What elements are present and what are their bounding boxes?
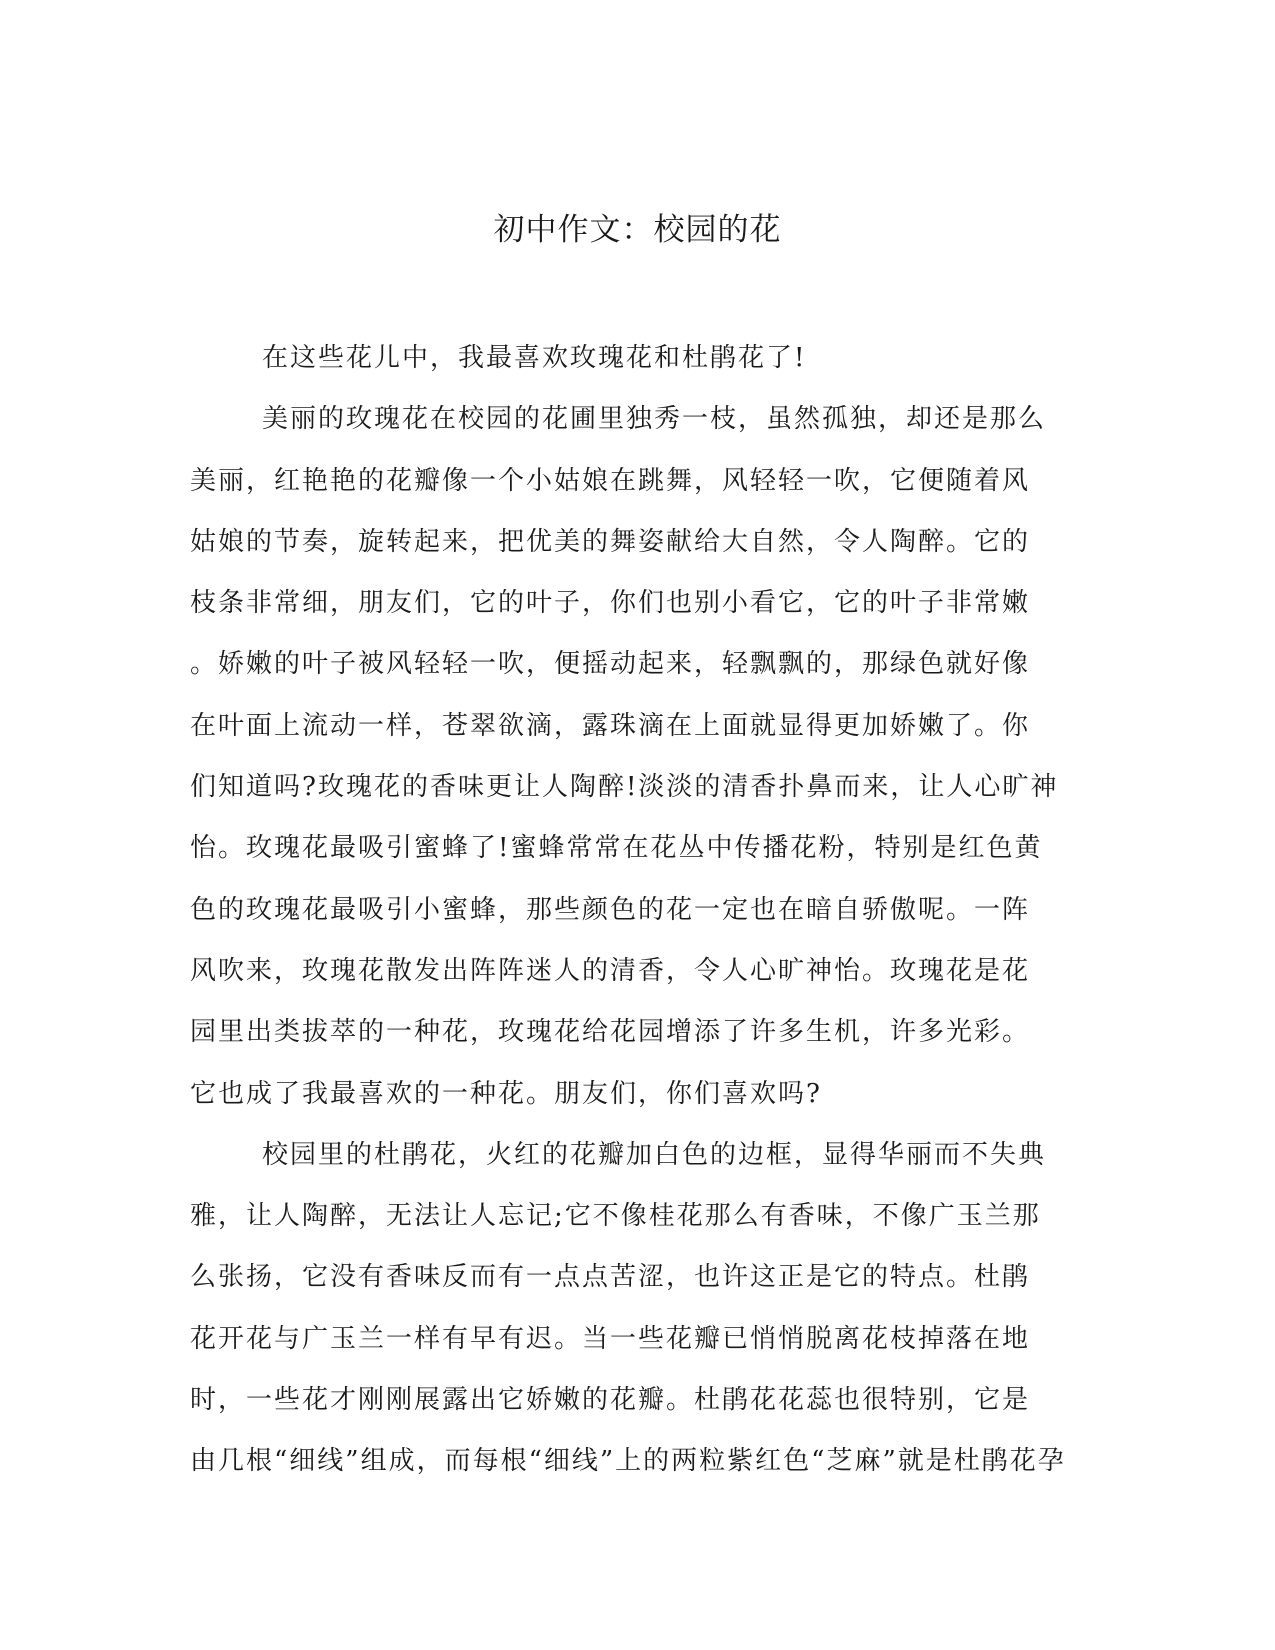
essay-line: 雅，让人陶醉，无法让人忘记;它不像桂花那么有香味，不像广玉兰那: [190, 1201, 1041, 1232]
essay-line: 枝条非常细，朋友们，它的叶子，你们也别小看它，它的叶子非常嫩: [190, 588, 1031, 619]
essay-line: 怡。玫瑰花最吸引蜜蜂了!蜜蜂常常在花丛中传播花粉，特别是红色黄: [190, 833, 1043, 864]
essay-line: 在这些花儿中，我最喜欢玫瑰花和杜鹃花了!: [262, 343, 807, 373]
essay-line: 色的玫瑰花最吸引小蜜蜂，那些颜色的花一定也在暗自骄傲呢。一阵: [190, 894, 1031, 925]
essay-line: 风吹来，玫瑰花散发出阵阵迷人的清香，令人心旷神怡。玫瑰花是花: [190, 955, 1031, 986]
essay-line: 美丽的玫瑰花在校园的花圃里独秀一枝，虽然孤独，却还是那么: [262, 404, 1047, 435]
essay-line: 么张扬，它没有香味反而有一点点苦涩，也许这正是它的特点。杜鹃: [190, 1262, 1031, 1293]
essay-line: 校园里的杜鹃花，火红的花瓣加白色的边框，显得华丽而不失典: [262, 1139, 1047, 1170]
essay-line: 们知道吗?玫瑰花的香味更让人陶醉!淡淡的清香扑鼻而来，让人心旷神: [190, 772, 1059, 803]
essay-line: 由几根“细线”组成，而每根“细线”上的两粒紫红色“芝麻”就是杜鹃花孕: [190, 1446, 1066, 1477]
essay-line: 。娇嫩的叶子被风轻轻一吹，便摇动起来，轻飘飘的，那绿色就好像: [190, 649, 1031, 680]
essay-line: 园里出类拔萃的一种花，玫瑰花给花园增添了许多生机，许多光彩。: [190, 1017, 1031, 1048]
essay-line: 它也成了我最喜欢的一种花。朋友们，你们喜欢吗?: [190, 1078, 822, 1109]
essay-body: [190, 328, 1075, 1493]
document-title: 初中作文：校园的花: [493, 212, 782, 248]
essay-line: 在叶面上流动一样，苍翠欲滴，露珠滴在上面就显得更加娇嫩了。你: [190, 710, 1031, 741]
essay-line: 时，一些花才刚刚展露出它娇嫩的花瓣。杜鹃花花蕊也很特别，它是: [190, 1385, 1031, 1416]
essay-line: 姑娘的节奏，旋转起来，把优美的舞姿献给大自然，令人陶醉。它的: [190, 526, 1031, 557]
essay-line: 花开花与广玉兰一样有早有迟。当一些花瓣已悄悄脱离花枝掉落在地: [190, 1323, 1031, 1354]
essay-line: 美丽，红艳艳的花瓣像一个小姑娘在跳舞，风轻轻一吹，它便随着风: [190, 465, 1031, 496]
